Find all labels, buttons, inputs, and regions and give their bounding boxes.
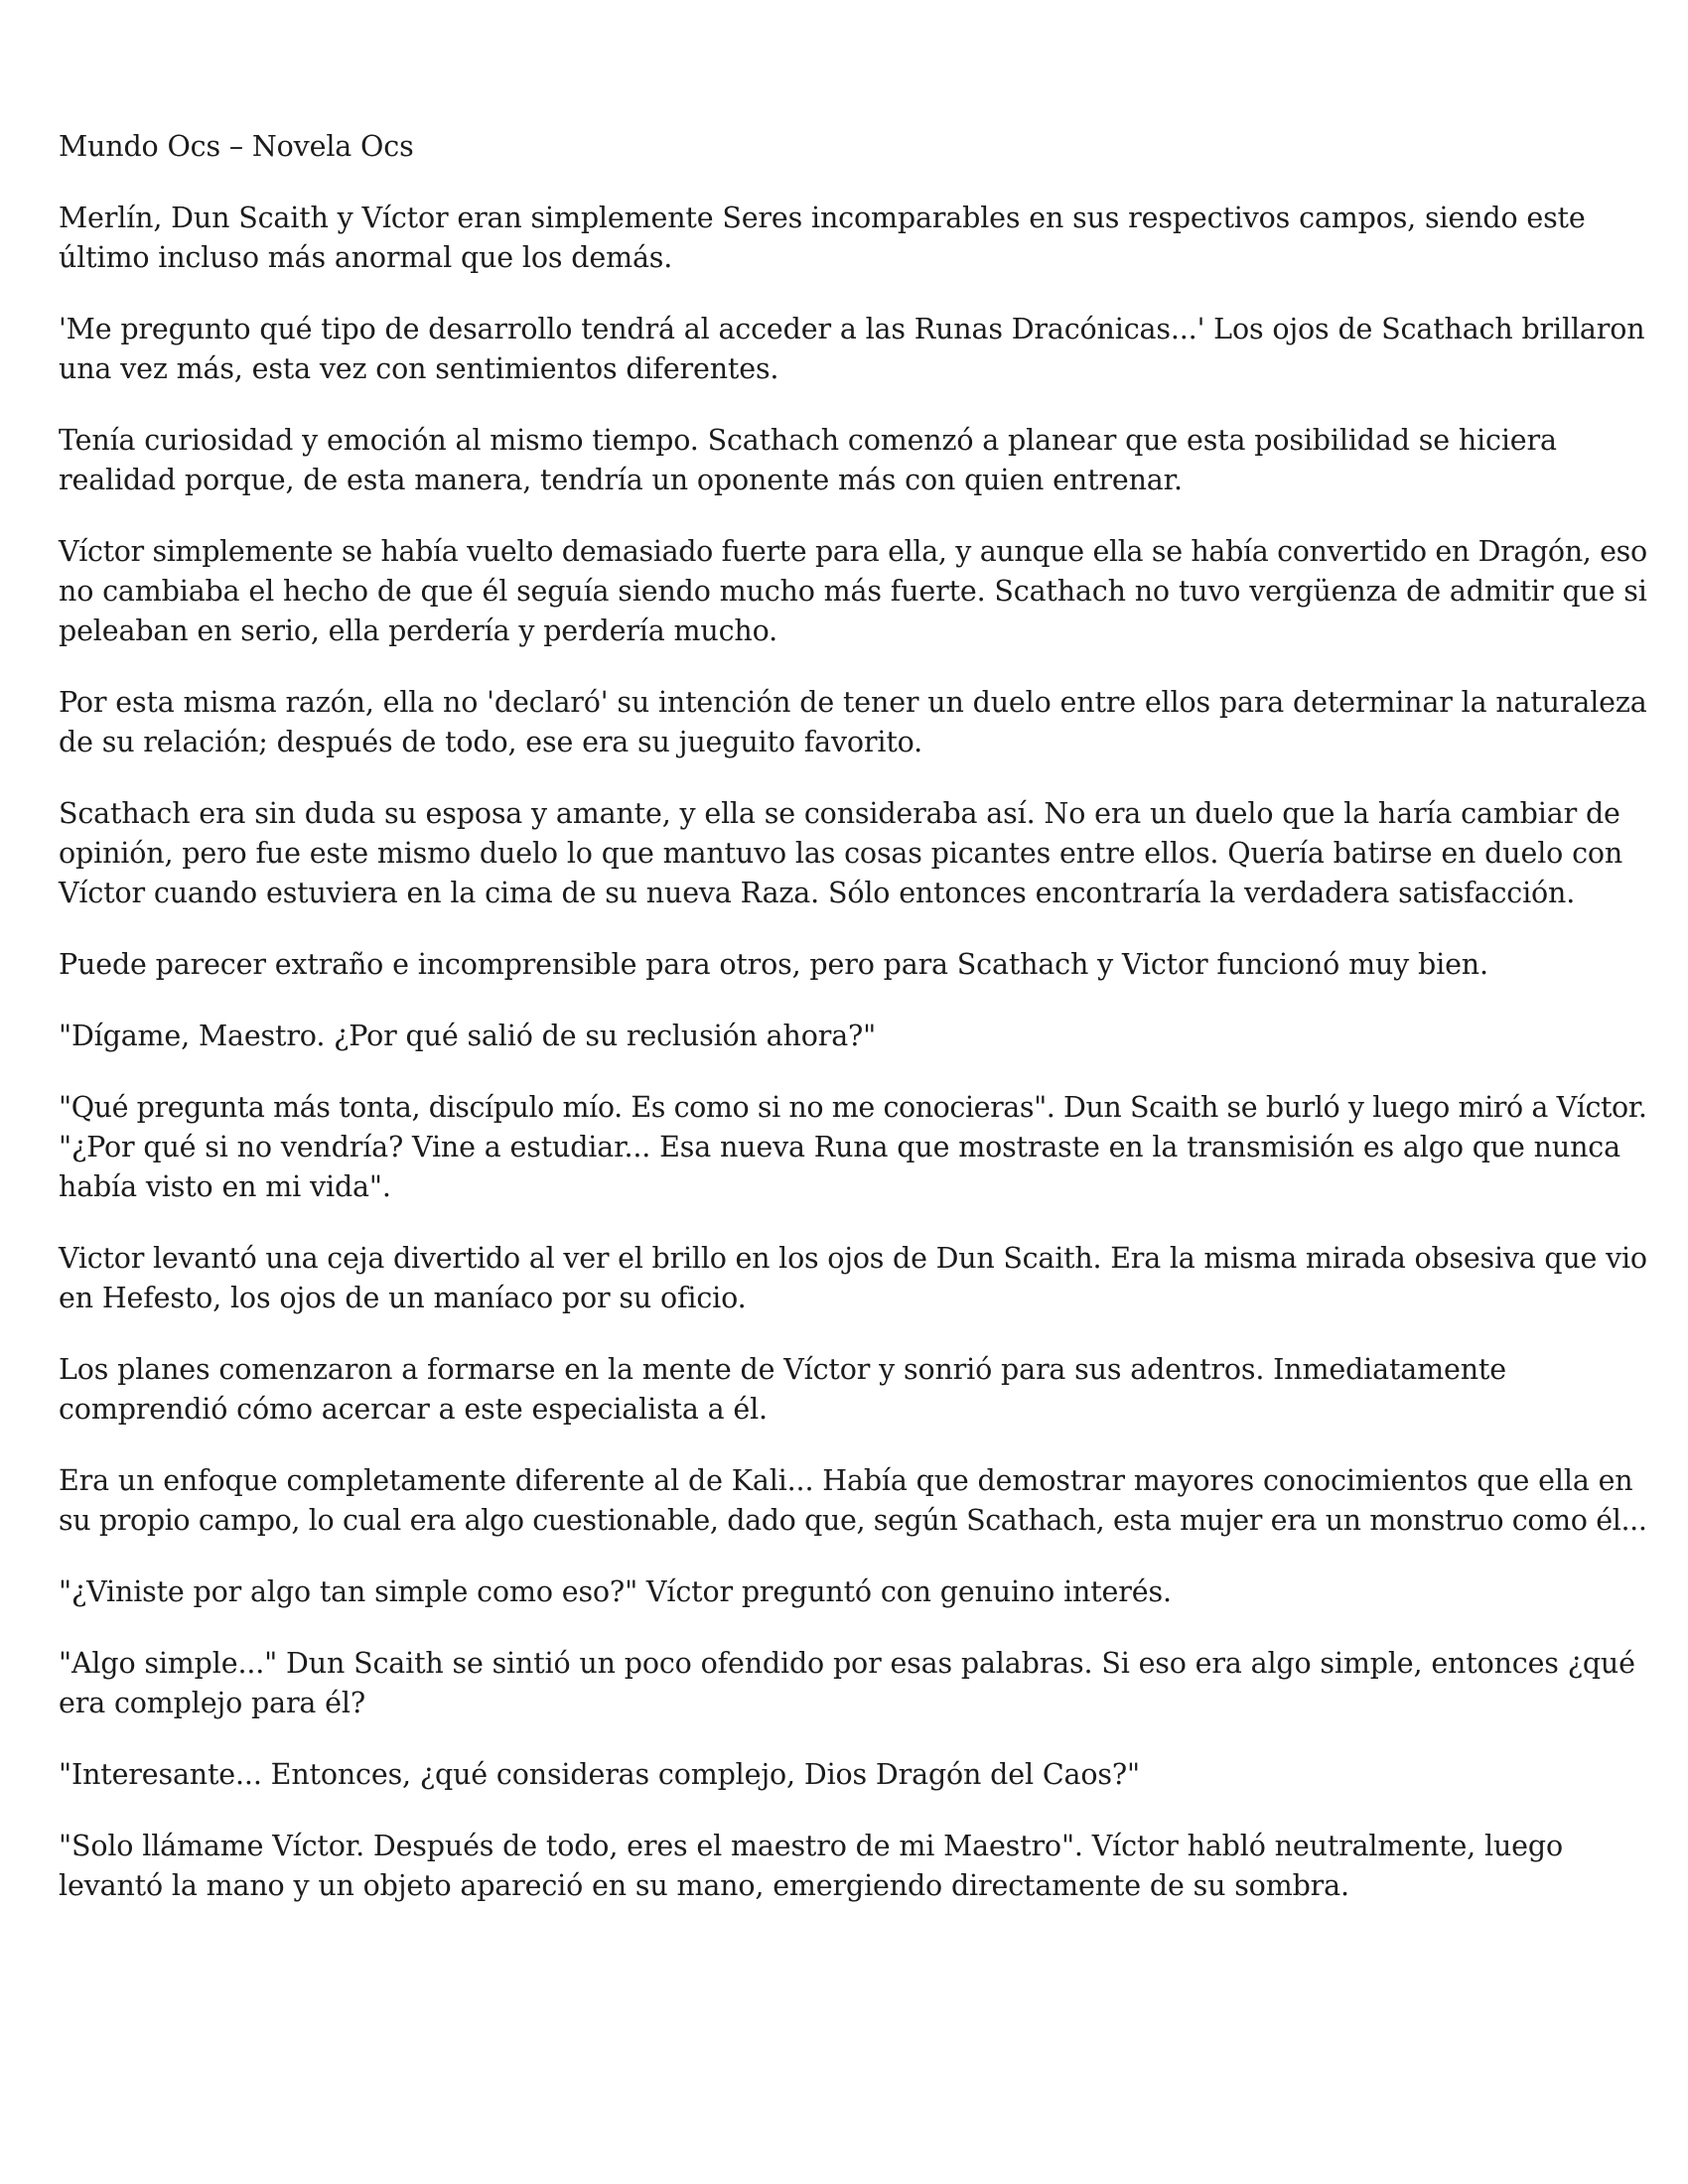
paragraph — [59, 1088, 1647, 1207]
text-line: Tenía curiosidad y emoción al mismo tiempo. Scathach comenzó a planear que esta posibilidad se hiciera — [59, 424, 1557, 457]
text-line: Víctor cuando estuviera en la cima de su nueva Raza. Sólo entonces encontraría la verdadera satisfacción. — [59, 877, 1576, 909]
text-line: Scathach era sin duda su esposa y amante, y ella se consideraba así. No era un duelo que la haría cambiar de — [59, 797, 1620, 830]
text-line: "¿Por qué si no vendría? Vine a estudiar... Esa nueva Runa que mostraste en la transmisión es algo que nunca — [59, 1131, 1620, 1163]
text-line: Merlín, Dun Scaith y Víctor eran simplemente Seres incomparables en sus respectivos campos, siendo este — [59, 202, 1586, 234]
text-line: Victor levantó una ceja divertido al ver el brillo en los ojos de Dun Scaith. Era la misma mirada obsesiva que vio — [59, 1242, 1647, 1275]
paragraph — [59, 1572, 1647, 1612]
text-line: Los planes comenzaron a formarse en la mente de Víctor y sonrió para sus adentros. Inmediatamente — [59, 1353, 1506, 1386]
paragraph — [59, 1350, 1647, 1430]
text-line: opinión, pero fue este mismo duelo lo que mantuvo las cosas picantes entre ellos. Quería batirse en duelo con — [59, 837, 1623, 870]
text-line: su propio campo, lo cual era algo cuestionable, dado que, según Scathach, esta mujer era un monstruo como él... — [59, 1504, 1647, 1537]
paragraph — [59, 199, 1647, 278]
text-line: en Hefesto, los ojos de un maníaco por su oficio. — [59, 1282, 747, 1314]
text-line: realidad porque, de esta manera, tendría un oponente más con quien entrenar. — [59, 464, 1183, 496]
paragraph-list — [59, 199, 1647, 1906]
text-line: levantó la mano y un objeto apareció en su mano, emergiendo directamente de su sombra. — [59, 1869, 1349, 1902]
text-line: Era un enfoque completamente diferente al de Kali... Había que demostrar mayores conocimientos que ella en — [59, 1464, 1633, 1497]
text-line: 'Me pregunto qué tipo de desarrollo tendrá al acceder a las Runas Dracónicas...' Los ojos de Scathach brillaron — [59, 313, 1645, 345]
text-line: Víctor simplemente se había vuelto demasiado fuerte para ella, y aunque ella se había convertido en Dragón, eso — [59, 535, 1647, 568]
text-line: de su relación; después de todo, ese era su jueguito favorito. — [59, 726, 923, 758]
text-line: había visto en mi vida". — [59, 1170, 391, 1203]
text-line: era complejo para él? — [59, 1687, 365, 1719]
text-line: "Qué pregunta más tonta, discípulo mío. Es como si no me conocieras". Dun Scaith se burló y luego miró a Víctor. — [59, 1091, 1647, 1124]
text-line: peleaban en serio, ella perdería y perdería mucho. — [59, 614, 778, 647]
text-line: "¿Viniste por algo tan simple como eso?" Víctor preguntó con genuino interés. — [59, 1575, 1172, 1608]
paragraph — [59, 421, 1647, 500]
document-body — [59, 127, 1647, 1938]
text-line: comprendió cómo acercar a este especialista a él. — [59, 1393, 768, 1426]
paragraph — [59, 310, 1647, 389]
paragraph — [59, 945, 1647, 985]
paragraph — [59, 794, 1647, 913]
paragraph — [59, 1017, 1647, 1056]
text-line: "Dígame, Maestro. ¿Por qué salió de su reclusión ahora?" — [59, 1020, 877, 1052]
text-line: Por esta misma razón, ella no 'declaró' su intención de tener un duelo entre ellos para determinar la naturaleza — [59, 686, 1647, 719]
paragraph — [59, 1827, 1647, 1906]
paragraph — [59, 683, 1647, 762]
text-line: "Solo llámame Víctor. Después de todo, eres el maestro de mi Maestro". Víctor habló neutralmente, luego — [59, 1830, 1563, 1862]
text-line: "Interesante... Entonces, ¿qué consideras complejo, Dios Dragón del Caos?" — [59, 1758, 1140, 1791]
paragraph — [59, 1644, 1647, 1723]
paragraph — [59, 1755, 1647, 1795]
paragraph — [59, 1461, 1647, 1541]
paragraph — [59, 1239, 1647, 1318]
document-header: Mundo Ocs – Novela Ocs — [59, 130, 414, 163]
text-line: Puede parecer extraño e incomprensible para otros, pero para Scathach y Victor funcionó muy bien. — [59, 948, 1488, 981]
text-line: "Algo simple..." Dun Scaith se sintió un poco ofendido por esas palabras. Si eso era algo simple, entonces ¿qué — [59, 1647, 1635, 1680]
text-line: no cambiaba el hecho de que él seguía siendo mucho más fuerte. Scathach no tuvo vergüenza de admitir que si — [59, 575, 1647, 608]
text-line: último incluso más anormal que los demás. — [59, 241, 673, 274]
text-line: una vez más, esta vez con sentimientos diferentes. — [59, 352, 779, 385]
paragraph — [59, 532, 1647, 651]
